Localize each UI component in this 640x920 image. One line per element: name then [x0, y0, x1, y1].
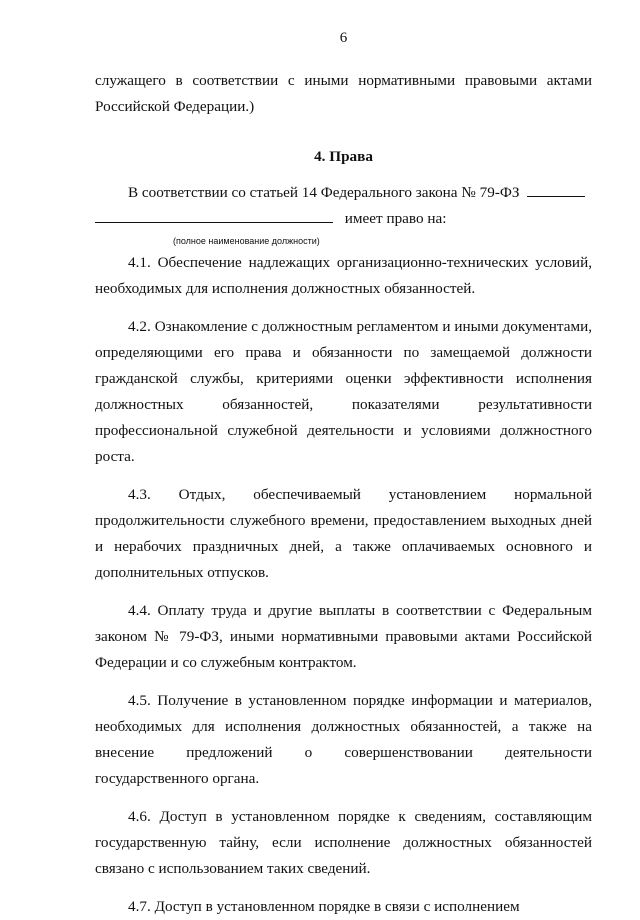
blank-line-short: [527, 182, 585, 197]
item-4-2: 4.2. Ознакомление с должностным регламентом и иными документами, определяющими его права и обязанности по замещаемой должности гражданской службы, критериями оценки эффективности исполнения должностных обязанностей, показателями результативности профессиональной служебной деятельности и условиями должностного роста.: [95, 318, 592, 465]
blank-caption: (полное наименование должности): [173, 236, 320, 246]
intro-second-line: [95, 206, 592, 232]
page-number: 6: [339, 30, 348, 46]
intro-line: [95, 180, 592, 206]
intro-text-part2: имеет право на:: [344, 210, 447, 227]
blank-line-long: [95, 208, 333, 223]
section-title: 4. Права: [314, 148, 373, 165]
item-4-1: 4.1. Обеспечение надлежащих организационно-технических условий, необходимых для исполнения должностных обязанностей.: [95, 254, 592, 297]
item-4-6: 4.6. Доступ в установленном порядке к сведениям, составляющим государственную тайну, если исполнение должностных обязанностей связано с использованием таких сведений.: [95, 808, 592, 877]
item-4-5: 4.5. Получение в установленном порядке информации и материалов, необходимых для исполнения должностных обязанностей, а также на внесение предложений о совершенствовании деятельности государственного органа.: [95, 692, 592, 787]
item-4-4: 4.4. Оплату труда и другие выплаты в соответствии с Федеральным законом № 79-ФЗ, иными нормативными правовыми актами Российской Федерации и со служебным контрактом.: [95, 602, 592, 671]
item-4-3: 4.3. Отдых, обеспечиваемый установлением нормальной продолжительности служебного времени, предоставлением выходных дней и нерабочих праздничных дней, а также оплачиваемых основного и дополнительных отпусков.: [95, 486, 592, 581]
item-4-7: 4.7. Доступ в установленном порядке в связи с исполнением: [128, 898, 520, 915]
intro-text-part1: В соответствии со статьей 14 Федерального закона № 79-ФЗ: [128, 184, 520, 201]
continuation-paragraph: служащего в соответствии с иными нормативными правовыми актами Российской Федерации.): [95, 72, 592, 115]
